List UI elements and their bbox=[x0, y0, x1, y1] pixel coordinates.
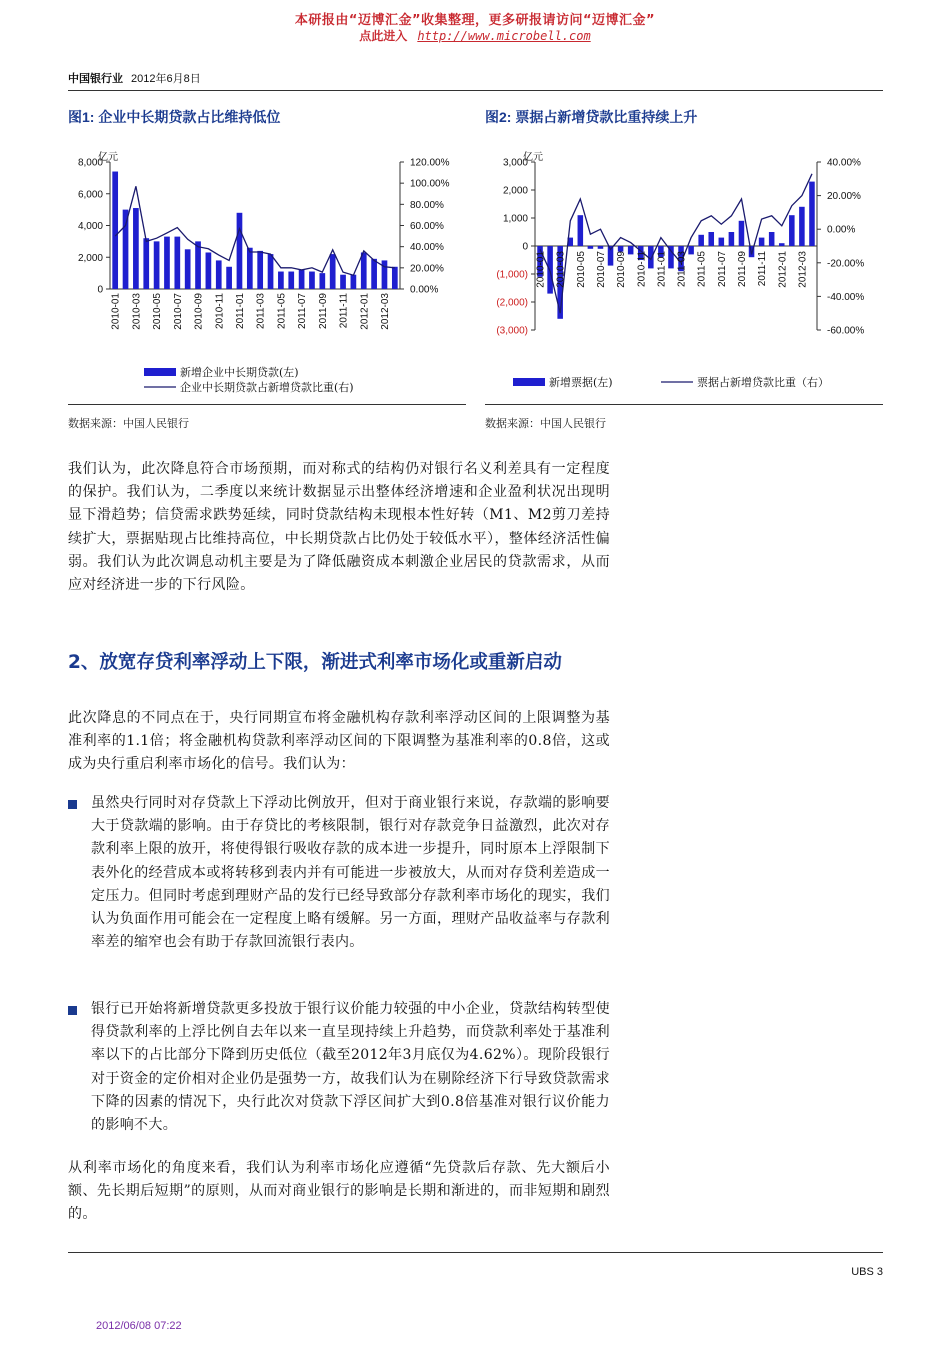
x-tick-label: 2011-03 bbox=[676, 251, 688, 287]
timestamp: 2012/06/08 07:22 bbox=[96, 1320, 182, 1332]
right-tick-label: 0.00% bbox=[827, 224, 856, 236]
x-tick-label: 2011-09 bbox=[736, 251, 748, 287]
bar bbox=[382, 260, 388, 289]
bullet-square-icon bbox=[68, 800, 77, 809]
x-tick-label: 2012-01 bbox=[359, 293, 371, 330]
bullet-text-2: 银行已开始将新增贷款更多投放于银行议价能力较强的中小企业，贷款结构转型使得贷款利率的上浮比例自去年以来一直呈现持续上升趋势，而贷款利率处于基准利率以下的占比部分下降到历史低位（截至2012年3月底仅为4.62%）。现阶段银行对于资金的定价相对企业仍是强势一方，故我们认为在剔除经济下行导致贷款需求下降的因素的情况下，央行此次对贷款下浮区间扩大到0.8倍基准对银行议价能力的影响不大。 bbox=[91, 1001, 610, 1134]
x-tick-label: 2010-01 bbox=[110, 293, 122, 330]
bar bbox=[799, 207, 805, 246]
bar bbox=[247, 248, 253, 289]
legend-bar-swatch bbox=[513, 378, 545, 386]
top-banner-text: 本研报由“迈博汇金”收集整理，更多研报请访问“迈博汇金” bbox=[294, 13, 656, 28]
figure-bottom-rule-left bbox=[68, 404, 466, 405]
bar bbox=[216, 260, 222, 289]
legend-label: 票据占新增贷款比重（右） bbox=[697, 376, 829, 389]
x-tick-label: 2011-01 bbox=[234, 293, 246, 329]
x-tick-label: 2011-09 bbox=[317, 293, 329, 329]
bar bbox=[185, 249, 191, 289]
bar bbox=[195, 241, 201, 289]
x-tick-label: 2010-05 bbox=[575, 251, 587, 288]
bar bbox=[330, 254, 336, 289]
bar bbox=[309, 272, 315, 289]
x-tick-label: 2010-07 bbox=[595, 251, 607, 288]
bar bbox=[578, 215, 584, 246]
right-tick-label: 120.00% bbox=[410, 157, 450, 169]
left-tick-label: 3,000 bbox=[502, 157, 528, 169]
bar bbox=[257, 251, 263, 289]
banner-enter-label: 点此进入 bbox=[359, 29, 408, 43]
footer-rule bbox=[68, 1252, 883, 1253]
x-tick-label: 2011-11 bbox=[757, 251, 769, 287]
bar bbox=[371, 259, 377, 289]
bar bbox=[628, 246, 634, 254]
legend-label: 新增企业中长期贷款(左) bbox=[180, 366, 299, 379]
bar bbox=[237, 213, 243, 289]
right-tick-label: 80.00% bbox=[410, 199, 444, 211]
chart-unit-label: 亿元 bbox=[98, 152, 118, 163]
chart-unit-label: 亿元 bbox=[523, 152, 543, 163]
bar bbox=[392, 267, 398, 289]
left-tick-label: 4,000 bbox=[77, 221, 103, 232]
bar bbox=[319, 273, 325, 289]
left-tick-label: 2,000 bbox=[502, 185, 528, 197]
legend-label: 企业中长期贷款占新增贷款比重(右) bbox=[180, 381, 354, 394]
right-tick-label: 0.00% bbox=[410, 284, 439, 296]
left-tick-label: 8,000 bbox=[77, 157, 103, 169]
right-tick-label: 100.00% bbox=[410, 178, 450, 190]
left-tick-label: 1,000 bbox=[502, 213, 528, 225]
bar bbox=[698, 235, 704, 246]
bar bbox=[708, 232, 714, 246]
figure1-source: 数据来源：中国人民银行 bbox=[68, 417, 189, 430]
right-tick-label: 60.00% bbox=[410, 221, 444, 232]
bar bbox=[588, 246, 594, 249]
x-tick-label: 2011-03 bbox=[255, 293, 267, 329]
right-tick-label: 20.00% bbox=[410, 263, 444, 275]
x-tick-label: 2010-11 bbox=[214, 293, 226, 329]
page-number: UBS 3 bbox=[851, 1266, 883, 1278]
x-tick-label: 2012-03 bbox=[797, 251, 809, 288]
bar bbox=[133, 208, 139, 289]
x-tick-label: 2010-01 bbox=[535, 251, 547, 288]
bar bbox=[789, 215, 795, 246]
bar bbox=[340, 275, 346, 289]
chart2 bbox=[485, 140, 885, 402]
right-tick-label: -60.00% bbox=[827, 325, 865, 337]
figure2-source: 数据来源：中国人民银行 bbox=[485, 417, 606, 430]
bar bbox=[206, 252, 212, 289]
left-tick-label: 0 bbox=[522, 241, 528, 253]
section-title: 2、放宽存贷利率浮动上下限，渐进式利率市场化或重新启动 bbox=[68, 652, 562, 673]
x-tick-label: 2010-11 bbox=[636, 251, 648, 287]
paragraph-1: 我们认为，此次降息符合市场预期，而对称式的结构仍对银行名义利差具有一定程度的保护。我们认为，二季度以来统计数据显示出整体经济增速和企业盈利状况出现明显下滑趋势；信贷需求跌势延续，同时贷款结构未现根本性好转（M1、M2剪刀差持续扩大，票据贴现占比维持高位，中长期贷款占比仍处于较低水平），整体经济活性偏弱。我们认为此次调息动机主要是为了降低融资成本刺激企业居民的贷款需求，从而应对经济进一步的下行风险。 bbox=[68, 461, 610, 594]
header-rule bbox=[68, 90, 883, 91]
bar bbox=[174, 237, 180, 289]
bar bbox=[779, 243, 785, 246]
x-tick-label: 2012-03 bbox=[379, 293, 391, 330]
x-tick-label: 2012-01 bbox=[777, 251, 789, 288]
banner-url-link[interactable]: http://www.microbell.com bbox=[417, 29, 591, 43]
bar bbox=[226, 267, 232, 289]
x-tick-label: 2011-11 bbox=[338, 293, 350, 329]
bar bbox=[618, 246, 624, 252]
right-tick-label: 20.00% bbox=[827, 191, 861, 203]
figure1-title: 图1: 企业中长期贷款占比维持低位 bbox=[68, 109, 281, 125]
right-tick-label: -40.00% bbox=[827, 291, 865, 303]
x-tick-label: 2011-05 bbox=[696, 251, 708, 287]
x-tick-label: 2010-09 bbox=[193, 293, 205, 330]
bar bbox=[361, 252, 367, 289]
bar bbox=[351, 275, 357, 289]
left-tick-label: 6,000 bbox=[77, 189, 103, 201]
bar bbox=[288, 272, 294, 289]
x-tick-label: 2010-03 bbox=[131, 293, 143, 330]
bar bbox=[688, 246, 694, 254]
chart1 bbox=[68, 140, 468, 402]
bar bbox=[154, 241, 160, 289]
bar bbox=[278, 272, 284, 289]
paragraph-3: 从利率市场化的角度来看，我们认为利率市场化应遵循“先贷款后存款、先大额后小额、先长期后短期”的原则，从而对商业银行的影响是长期和渐进的，而非短期和剧烈的。 bbox=[68, 1160, 610, 1223]
figure2-title: 图2: 票据占新增贷款比重持续上升 bbox=[485, 109, 698, 125]
right-tick-label: -20.00% bbox=[827, 258, 865, 270]
left-tick-label: 0 bbox=[97, 284, 103, 296]
left-tick-label: 2,000 bbox=[77, 252, 103, 264]
x-tick-label: 2011-07 bbox=[716, 250, 728, 287]
x-tick-label: 2010-03 bbox=[555, 251, 567, 288]
right-tick-label: 40.00% bbox=[827, 157, 861, 169]
bar bbox=[123, 210, 129, 289]
page-header bbox=[68, 70, 201, 86]
x-tick-label: 2010-09 bbox=[616, 251, 628, 288]
bar bbox=[143, 238, 149, 289]
bar bbox=[268, 254, 274, 289]
bar bbox=[598, 246, 604, 249]
bar bbox=[769, 232, 775, 246]
x-tick-label: 2011-07 bbox=[297, 293, 309, 329]
paragraph-2: 此次降息的不同点在于，央行同期宣布将金融机构存款利率浮动区间的上限调整为基准利率的1.1倍；将金融机构贷款利率浮动区间的下限调整为基准利率的0.8倍，这或成为央行重启利率市场化的信号。我们认为： bbox=[68, 710, 610, 773]
legend-bar-swatch bbox=[144, 368, 176, 376]
header-date: 2012年6月8日 bbox=[131, 73, 201, 85]
bar bbox=[729, 232, 735, 246]
bar bbox=[759, 238, 765, 246]
bullet-text-1: 虽然央行同时对存贷款上下浮动比例放开，但对于商业银行来说，存款端的影响要大于贷款端的影响。由于存贷比的考核限制，银行对存款竞争日益激烈，此次对存款利率上限的放开，将使得银行吸收存款的成本进一步提升，同时原本上浮限制下表外化的经营成本或将转移到表内并有可能进一步被放大，从而对存贷利差造成一定压力。但同时考虑到理财产品的发行已经导致部分存款利率市场化的现实，我们认为负面作用可能会在一定程度上略有缓解。另一方面，理财产品收益率与存款利率差的缩窄也会有助于存款回流银行表内。 bbox=[91, 795, 610, 951]
bar bbox=[164, 237, 170, 289]
x-tick-label: 2010-07 bbox=[172, 293, 184, 330]
bar bbox=[809, 182, 815, 246]
x-tick-label: 2010-05 bbox=[152, 293, 164, 330]
figure-bottom-rule-right bbox=[485, 404, 883, 405]
bullet-item-2 bbox=[68, 998, 610, 1137]
bullet-square-icon bbox=[68, 1006, 77, 1015]
bar bbox=[112, 172, 118, 289]
left-tick-label: (3,000) bbox=[496, 325, 528, 337]
top-banner-link-line bbox=[0, 27, 950, 44]
bar bbox=[739, 221, 745, 246]
right-tick-label: 40.00% bbox=[410, 242, 444, 254]
left-tick-label: (1,000) bbox=[496, 269, 528, 281]
bar bbox=[299, 270, 305, 289]
bullet-item-1 bbox=[68, 792, 610, 954]
legend-label: 新增票据(左) bbox=[549, 376, 613, 389]
x-tick-label: 2011-05 bbox=[276, 293, 288, 329]
x-tick-label: 2011-01 bbox=[656, 251, 668, 287]
bar bbox=[719, 238, 725, 246]
left-tick-label: (2,000) bbox=[496, 297, 528, 309]
header-bank: 中国银行业 bbox=[68, 73, 123, 85]
